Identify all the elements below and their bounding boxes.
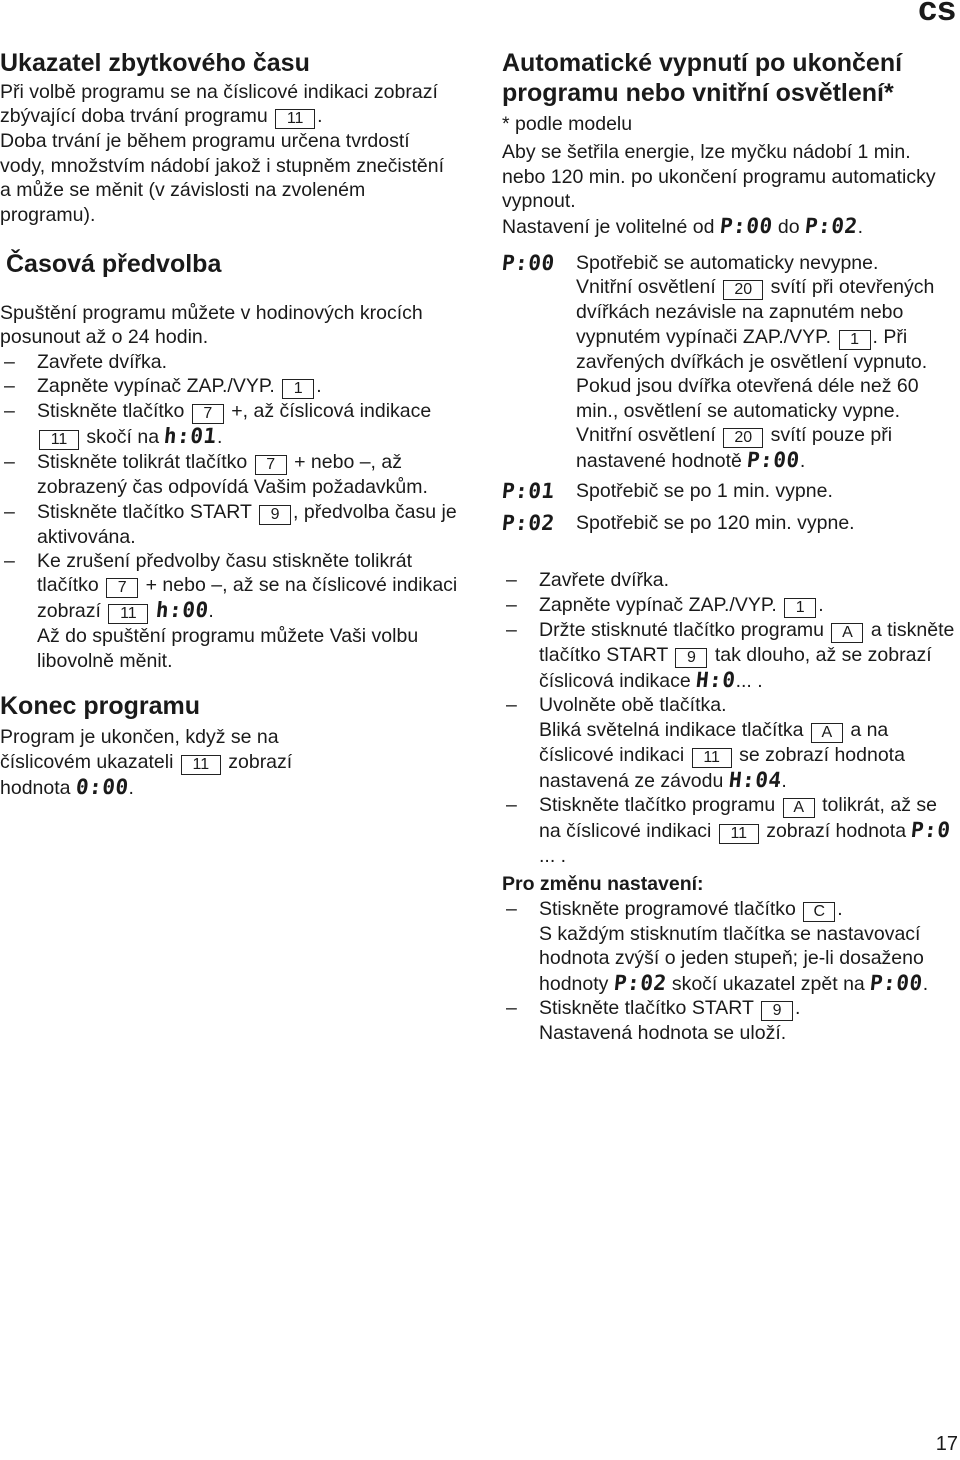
key-label: 11 <box>39 430 79 450</box>
display-readout: h:01 <box>163 424 219 449</box>
text: . <box>799 450 806 473</box>
key-label: 1 <box>839 330 871 350</box>
step-note: Nastavená hodnota se uloží. <box>539 1021 787 1044</box>
auto-off-steps <box>502 568 958 717</box>
display-readout: h:00 <box>154 598 210 623</box>
definition-row <box>502 479 958 504</box>
list-item <box>502 897 958 922</box>
text: . <box>818 593 824 616</box>
text: +, až číslicová indikace <box>231 400 432 423</box>
display-readout: P:00 <box>718 213 774 238</box>
display-readout: P:02 <box>612 970 668 995</box>
definition-row <box>502 511 958 536</box>
change-settings-steps-continued <box>502 996 958 1021</box>
key-label: A <box>811 723 843 743</box>
time-preselection-steps <box>0 350 458 625</box>
auto-off-steps-continued <box>502 793 958 868</box>
text: zobrazí hodnota <box>0 750 293 799</box>
text: a na číslicové indikaci <box>539 718 889 766</box>
language-code: cs <box>918 0 956 28</box>
footnote: * podle modelu <box>502 113 633 135</box>
key-label: 1 <box>282 379 314 399</box>
key-label: 1 <box>784 598 816 618</box>
key-label: 11 <box>108 604 148 624</box>
text: . <box>217 426 223 449</box>
remaining-time-paragraph-1 <box>0 80 458 129</box>
key-label: 20 <box>723 280 763 300</box>
text: . <box>922 972 929 995</box>
text: Držte stisknuté tlačítko programu <box>539 618 825 641</box>
key-label: 7 <box>192 404 224 424</box>
text: svítí pouze při nastavené hodnotě <box>576 424 893 473</box>
section-title-remaining-time: Ukazatel zbytkového času <box>0 49 310 77</box>
time-preselection-intro: Spuštění programu můžete v hodinových krocích posunout až o 24 hodin. <box>0 302 423 349</box>
list-item <box>502 793 958 868</box>
display-readout: P:00 <box>746 448 802 473</box>
text: Uvolněte obě tlačítka. <box>539 694 727 717</box>
text: Zavřete dvířka. <box>37 350 168 373</box>
text: Vnitřní osvětlení <box>576 276 716 299</box>
display-readout: H:04 <box>727 767 783 792</box>
display-readout: P:00 <box>868 970 925 995</box>
text: Zavřete dvířka. <box>539 569 670 592</box>
text: + nebo –, až se na číslicové indikaci zobrazí <box>37 574 458 623</box>
section-title-time-preselection: Časová předvolba <box>6 250 222 279</box>
text: tolikrát, až se na číslicové indikaci <box>539 793 938 842</box>
list-item <box>0 399 458 450</box>
text: . <box>128 776 134 799</box>
text: Spotřebič se automaticky nevypne. <box>576 252 879 275</box>
list-item <box>0 549 458 624</box>
list-item <box>0 374 458 399</box>
remaining-time-paragraph-2: Doba trvání je během programu určena tvrdostí vody, množstvím nádobí jakož i stupněm znečistění a může se měnit (v závislosti na zvoleném programu). <box>0 130 445 226</box>
change-settings-steps <box>502 897 958 922</box>
text: skočí ukazatel zpět na <box>671 972 865 995</box>
display-readout: P:0 <box>910 817 953 842</box>
text: se zobrazí hodnota nastavená ze závodu <box>539 743 905 792</box>
text: Zapněte vypínač ZAP./VYP. <box>37 375 275 398</box>
text: Nastavení je volitelné od <box>502 215 715 238</box>
display-readout: P:02 <box>803 213 859 238</box>
text: Program je ukončen, když se na číslicovém ukazateli <box>0 726 279 773</box>
program-end-paragraph <box>0 725 340 800</box>
display-readout: P:01 <box>500 479 556 504</box>
change-settings-heading: Pro změnu nastavení: <box>502 873 704 896</box>
display-readout: P:02 <box>500 510 556 535</box>
auto-off-paragraph-2 <box>502 214 958 239</box>
definition-text: Spotřebič se po 120 min. vypne. <box>576 511 855 534</box>
key-label: A <box>783 798 815 818</box>
text: . <box>837 897 843 920</box>
text: , předvolba času je aktivována. <box>37 500 457 548</box>
text: tak dlouho, až se zobrazí číslicová indikace <box>539 643 932 692</box>
key-label: 7 <box>255 455 287 475</box>
text: skočí na <box>86 426 160 449</box>
step-note <box>502 718 958 793</box>
key-label: 11 <box>275 109 315 129</box>
text: ... . <box>735 669 763 692</box>
key-label: 9 <box>761 1001 793 1021</box>
text: zobrazí hodnota <box>766 819 907 842</box>
text: . <box>857 215 864 238</box>
list-item <box>0 500 458 549</box>
key-label: C <box>803 902 835 922</box>
key-label: 11 <box>692 748 732 768</box>
setting-definitions <box>502 251 958 536</box>
text: Zapněte vypínač ZAP./VYP. <box>539 593 777 616</box>
list-item <box>502 996 958 1021</box>
key-label: 7 <box>106 578 138 598</box>
step-note <box>502 922 958 996</box>
left-column <box>0 48 458 800</box>
text: Při volbě programu se na číslicové indikaci zobrazí zbývající doba trvání programu <box>0 81 438 128</box>
text: Stiskněte programové tlačítko <box>539 897 796 920</box>
display-readout: P:00 <box>500 251 556 276</box>
display-readout: 0:00 <box>74 774 130 799</box>
text: . <box>317 105 323 128</box>
text: S každým stisknutím tlačítka se nastavovací hodnota zvýší o jeden stupeň; je-li dosaženo hodnoty <box>539 922 924 995</box>
text: + nebo –, až zobrazený čas odpovídá Vašim požadavkům. <box>37 451 428 499</box>
text: Stiskněte tlačítko <box>37 400 185 423</box>
text: . <box>316 375 322 398</box>
text: a tiskněte tlačítko START <box>539 618 955 666</box>
key-label: 9 <box>259 505 291 525</box>
text: Stiskněte tlačítko programu <box>539 793 776 816</box>
key-label: A <box>831 623 863 643</box>
list-item <box>502 618 958 693</box>
text: svítí při otevřených dvířkách nezávisle na zapnutém nebo vypnutém vypínači ZAP./VYP. <box>576 276 935 348</box>
time-preselection-note: Až do spuštění programu můžete Vaši volbu libovolně měnit. <box>37 625 419 672</box>
key-label: 9 <box>675 648 707 668</box>
key-label: 20 <box>723 428 763 448</box>
auto-off-paragraph-1: Aby se šetřila energie, lze myčku nádobí 1 min. nebo 120 min. po ukončení programu automaticky vypnout. <box>502 141 936 213</box>
list-item <box>0 450 458 499</box>
text: . <box>795 996 801 1019</box>
list-item <box>502 593 958 618</box>
text: . <box>208 600 214 623</box>
text: Stiskněte tlačítko START <box>539 996 754 1019</box>
right-column <box>502 48 958 1045</box>
definition-row <box>502 251 958 473</box>
text: . <box>781 769 787 792</box>
key-label: 11 <box>181 755 221 775</box>
definition-text <box>576 251 958 473</box>
list-item <box>502 693 958 717</box>
text: . Při zavřených dvířkách je osvětlení vypnuto. Pokud jsou dvířka otevřená déle než 60 min., osvětlení se automaticky vypne. Vnitřní osvětlení <box>576 325 928 447</box>
section-title-program-end: Konec programu <box>0 692 201 721</box>
definition-text: Spotřebič se po 1 min. vypne. <box>576 480 833 503</box>
text: Stiskněte tlačítko START <box>37 500 252 523</box>
text: Bliká světelná indikace tlačítka <box>539 718 804 741</box>
page-number: 17 <box>935 1433 958 1455</box>
key-label: 11 <box>719 824 759 844</box>
text: Stiskněte tolikrát tlačítko <box>37 451 248 474</box>
list-item <box>0 350 458 374</box>
text: ... . <box>539 844 567 867</box>
list-item <box>502 568 958 592</box>
display-readout: H:0 <box>694 667 737 692</box>
section-title-auto-off: Automatické vypnutí po ukončení programu nebo vnitřní osvětlení* <box>502 49 903 107</box>
text: do <box>777 215 800 238</box>
text: Ke zrušení předvolby času stiskněte tolikrát tlačítko <box>37 550 413 597</box>
